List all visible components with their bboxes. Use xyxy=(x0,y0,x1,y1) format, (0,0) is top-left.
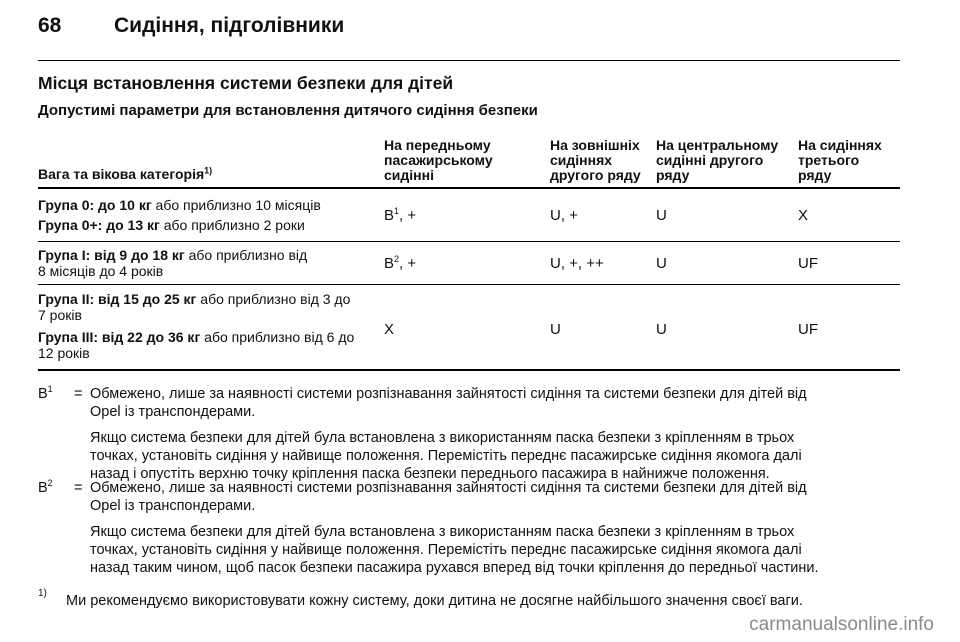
table-row-1-category xyxy=(38,197,321,233)
header-weight xyxy=(38,167,212,182)
value-suffix: , + xyxy=(399,255,417,272)
value-text: B xyxy=(384,207,395,224)
note-line: точках, установіть сидіння у найвище положення. Перемістіть переднє пасажирське сидіння якомога далі xyxy=(90,542,802,558)
header-center-line: На центральному xyxy=(656,137,779,153)
header-center-line: ряду xyxy=(656,167,690,183)
row-3-center-value: U xyxy=(656,321,667,338)
table-row-3-category xyxy=(38,291,354,361)
note-b1-eq: = xyxy=(74,386,83,402)
category-bold: Група 0: до 10 кг xyxy=(38,197,152,213)
note-b2-eq: = xyxy=(74,480,83,496)
note-line: назад таким чином, щоб пасок безпеки пасажира рухався вперед від точки кріплення до передньої частини. xyxy=(90,560,819,576)
category-text: або приблизно 2 роки xyxy=(159,217,305,233)
note-line: Якщо система безпеки для дітей була встановлена з використанням паска безпеки з кріпленням в трьох xyxy=(90,524,795,540)
category-text: або приблизно 10 місяців xyxy=(151,197,321,213)
note-b2-label xyxy=(38,479,53,497)
note-line: назад і опустіть верхню точку кріплення паска безпеки переднього пасажира в найнижче положення. xyxy=(90,466,770,482)
category-bold: Група 0+: до 13 кг xyxy=(38,217,160,233)
page-number: 68 xyxy=(38,14,62,37)
note-b2-text xyxy=(90,479,819,577)
watermark: carmanualsonline.info xyxy=(749,614,934,635)
note-label: B xyxy=(38,480,48,496)
category-bold: Група I: від 9 до 18 кг xyxy=(38,247,185,263)
header-center-line: сидінні другого xyxy=(656,152,764,168)
note-b1-label xyxy=(38,385,53,403)
category-text: або приблизно від xyxy=(184,247,308,263)
note-line: Opel із транспондерами. xyxy=(90,498,256,514)
row-3-third-value: UF xyxy=(798,321,818,338)
header-third-row xyxy=(798,138,882,183)
header-weight-sup: 1) xyxy=(204,165,213,176)
table-title: Допустимі параметри для встановлення дитячого сидіння безпеки xyxy=(38,102,538,119)
row-1-third-value: X xyxy=(798,207,809,224)
category-bold: Група II: від 15 до 25 кг xyxy=(38,291,197,307)
header-outer-line: На зовнішніх xyxy=(550,137,640,153)
header-weight-text: Вага та вікова категорія xyxy=(38,166,205,182)
header-front-line: На передньому xyxy=(384,137,491,153)
table-header-rule xyxy=(38,187,900,189)
table-bottom-rule xyxy=(38,369,900,371)
row-3-front-value: X xyxy=(384,321,395,338)
row-1-outer-value: U, + xyxy=(550,207,578,224)
note-line: Якщо система безпеки для дітей була встановлена з використанням паска безпеки з кріпленням в трьох xyxy=(90,430,795,446)
row-2-outer-value: U, +, ++ xyxy=(550,255,604,272)
value-sup: 1 xyxy=(394,206,400,216)
row-2-center-value: U xyxy=(656,255,667,272)
header-front-seat xyxy=(384,138,493,183)
header-outer-line: другого ряду xyxy=(550,167,641,183)
footnote-text: Ми рекомендуємо використовувати кожну систему, доки дитина не досягне найбільшого значення своєї ваги. xyxy=(66,593,803,609)
note-line: точках, установіть сидіння у найвище положення. Перемістіть переднє пасажирське сидіння якомога далі xyxy=(90,448,802,464)
header-center-seat xyxy=(656,138,778,183)
note-label: B xyxy=(38,386,48,402)
header-outer-line: сидіннях xyxy=(550,152,613,168)
note-line: Opel із транспондерами. xyxy=(90,404,256,420)
note-sup: 1 xyxy=(47,384,53,395)
row-2-front-value xyxy=(384,255,416,272)
row-2-third-value: UF xyxy=(798,255,818,272)
header-rule xyxy=(38,60,900,61)
value-suffix: , + xyxy=(399,207,417,224)
row-1-center-value: U xyxy=(656,207,667,224)
header-third-line: третього xyxy=(798,152,860,168)
category-text: або приблизно від 3 до xyxy=(196,291,351,307)
note-line: Обмежено, лише за наявності системи розпізнавання зайнятості сидіння та системи безпеки для дітей від xyxy=(90,480,807,496)
section-title: Місця встановлення системи безпеки для дітей xyxy=(38,73,454,93)
category-text: 12 років xyxy=(38,345,90,361)
note-line: Обмежено, лише за наявності системи розпізнавання зайнятості сидіння та системи безпеки для дітей від xyxy=(90,386,807,402)
category-bold: Група III: від 22 до 36 кг xyxy=(38,329,201,345)
table-row-2-category xyxy=(38,247,307,279)
chapter-title: Сидіння, підголівники xyxy=(114,14,345,37)
value-text: B xyxy=(384,255,395,272)
value-sup: 2 xyxy=(394,254,400,264)
row-divider xyxy=(38,284,900,285)
row-divider xyxy=(38,241,900,242)
header-outer-seats xyxy=(550,138,641,183)
footnote-marker: 1) xyxy=(38,588,47,599)
header-third-line: На сидіннях xyxy=(798,137,882,153)
header-front-line: пасажирському xyxy=(384,152,493,168)
category-text: 8 місяців до 4 років xyxy=(38,263,164,279)
note-b1-text xyxy=(90,385,807,483)
category-text: або приблизно від 6 до xyxy=(200,329,355,345)
category-text: 7 років xyxy=(38,307,82,323)
header-third-line: ряду xyxy=(798,167,832,183)
row-1-front-value xyxy=(384,207,416,224)
row-3-outer-value: U xyxy=(550,321,561,338)
note-sup: 2 xyxy=(47,478,53,489)
header-front-line: сидінні xyxy=(384,167,434,183)
